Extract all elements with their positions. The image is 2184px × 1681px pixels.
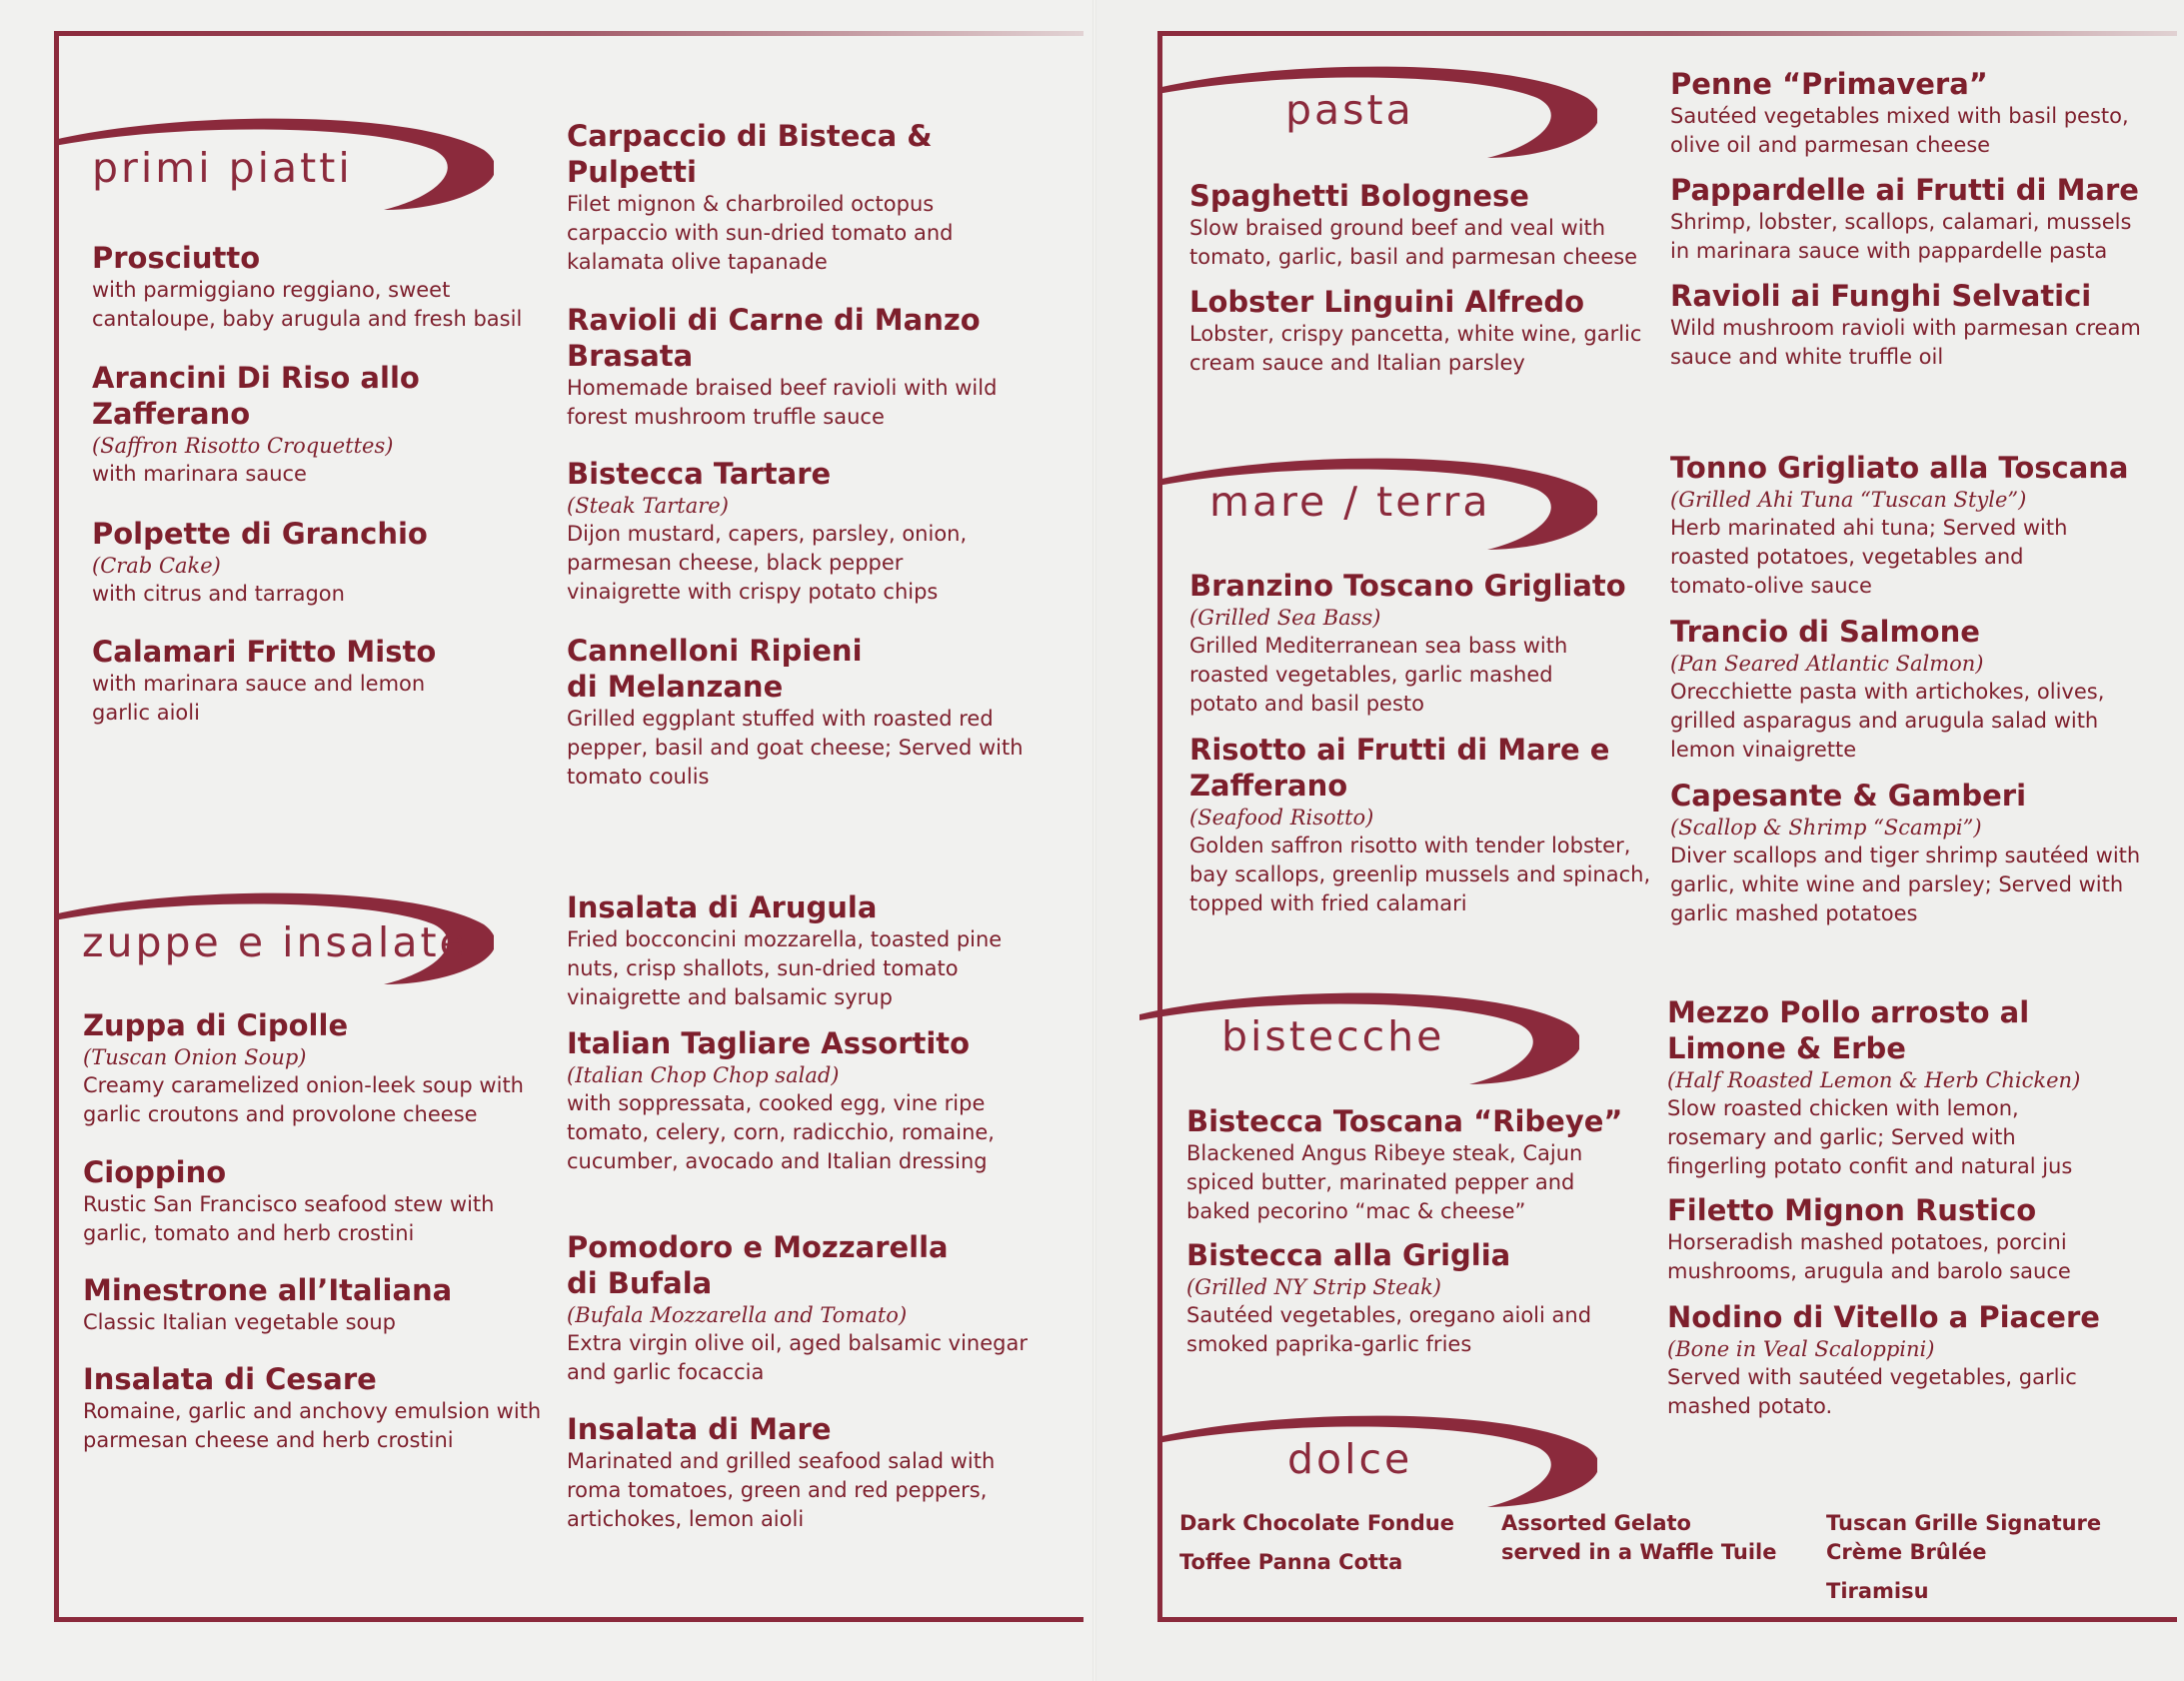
menu-item — [1670, 450, 2150, 601]
dessert-item: Dark Chocolate Fondue — [1179, 1511, 1454, 1535]
item-name: Capesante & Gamberi — [1670, 779, 2027, 813]
item-sub: (Steak Tartare) — [567, 494, 729, 518]
section-title: zuppe e insalate — [82, 918, 468, 966]
item-desc: Extra virgin olive oil, aged balsamic vinegar and garlic focaccia — [567, 1331, 1028, 1384]
menu-item — [83, 1154, 513, 1248]
item-name: Pomodoro e Mozzarella di Bufala — [567, 1230, 949, 1300]
dessert-item: Toffee Panna Cotta — [1179, 1550, 1403, 1574]
item-name: Cioppino — [83, 1155, 227, 1189]
item-desc: Fried bocconcini mozzarella, toasted pine nuts, crisp shallots, sun-dried tomato vinaigrette and balsamic syrup — [567, 927, 1003, 1009]
item-sub: (Pan Seared Atlantic Salmon) — [1670, 652, 1984, 676]
section-title: bistecche — [1221, 1012, 1445, 1060]
menu-item — [1189, 732, 1659, 918]
item-sub: (Saffron Risotto Croquettes) — [92, 434, 394, 458]
item-desc: with citrus and tarragon — [92, 582, 345, 606]
section-header-zuppe-insalate — [54, 884, 494, 994]
item-desc: Horseradish mashed potatoes, porcini mushrooms, arugula and barolo sauce — [1667, 1230, 2071, 1283]
item-desc: Shrimp, lobster, scallops, calamari, mussels in marinara sauce with pappardelle pasta — [1670, 210, 2132, 263]
item-desc: with soppressata, cooked egg, vine ripe tomato, celery, corn, radicchio, romaine, cucumber, avocado and Italian dressing — [567, 1091, 995, 1173]
item-sub: (Half Roasted Lemon & Herb Chicken) — [1667, 1068, 2081, 1092]
dessert-item: Crème Brûlée — [1826, 1540, 1987, 1564]
item-name: Minestrone all’Italiana — [83, 1273, 453, 1307]
menu-item — [567, 456, 1017, 607]
section-header-primi-piatti — [54, 110, 494, 220]
menu-item — [1670, 278, 2150, 372]
menu-item — [83, 1272, 543, 1337]
item-name: Trancio di Salmone — [1670, 615, 1980, 649]
item-sub: (Tuscan Onion Soup) — [83, 1045, 307, 1069]
item-desc: Slow roasted chicken with lemon, rosemary and garlic; Served with fingerling potato confit and natural jus — [1667, 1096, 2073, 1178]
item-desc: Golden saffron risotto with tender lobster, bay scallops, greenlip mussels and spinach, topped with fried calamari — [1189, 834, 1651, 915]
menu-item — [92, 360, 472, 489]
item-name: Lobster Linguini Alfredo — [1189, 285, 1585, 319]
item-desc: Slow braised ground beef and veal with tomato, garlic, basil and parmesan cheese — [1189, 216, 1638, 269]
item-name: Prosciutto — [92, 241, 261, 275]
menu-item — [1189, 178, 1659, 272]
item-desc: Romaine, garlic and anchovy emulsion with parmesan cheese and herb crostini — [83, 1399, 542, 1452]
item-desc: Wild mushroom ravioli with parmesan cream sauce and white truffle oil — [1670, 316, 2141, 369]
item-desc: with marinara sauce and lemon garlic aioli — [92, 672, 426, 725]
menu-item — [1667, 1299, 2147, 1421]
item-desc: Blackened Angus Ribeye steak, Cajun spiced butter, marinated pepper and baked pecorino “mac & cheese” — [1186, 1141, 1583, 1223]
menu-item — [1667, 1192, 2147, 1286]
menu-item — [567, 1229, 1037, 1387]
item-name: Penne “Primavera” — [1670, 67, 1988, 101]
item-sub: (Seafood Risotto) — [1189, 806, 1374, 830]
menu-item — [92, 240, 562, 334]
section-header-dolce — [1157, 1407, 1597, 1517]
item-name: Mezzo Pollo arrosto al Limone & Erbe — [1667, 995, 2030, 1065]
menu-item — [567, 633, 1027, 792]
menu-item — [567, 302, 1027, 432]
item-sub: (Bone in Veal Scaloppini) — [1667, 1337, 1935, 1361]
menu-item — [567, 1411, 1027, 1534]
item-name: Filetto Mignon Rustico — [1667, 1193, 2037, 1227]
menu-item — [1186, 1103, 1656, 1226]
item-name: Nodino di Vitello a Piacere — [1667, 1300, 2100, 1334]
item-desc: Sautéed vegetables mixed with basil pesto, olive oil and parmesan cheese — [1670, 104, 2129, 157]
section-header-pasta — [1157, 58, 1597, 168]
item-name: Bistecca Tartare — [567, 457, 832, 491]
menu-item — [1189, 568, 1659, 719]
item-name: Calamari Fritto Misto — [92, 635, 437, 669]
item-name: Bistecca alla Griglia — [1186, 1238, 1511, 1272]
item-name: Insalata di Mare — [567, 1412, 832, 1446]
item-sub: (Bufala Mozzarella and Tomato) — [567, 1303, 908, 1327]
item-name: Insalata di Arugula — [567, 890, 878, 924]
item-desc: Lobster, crispy pancetta, white wine, garlic cream sauce and Italian parsley — [1189, 322, 1642, 375]
menu-item — [1667, 994, 2147, 1181]
menu-item — [1670, 778, 2150, 928]
item-name: Branzino Toscano Grigliato — [1189, 569, 1626, 603]
item-desc: Orecchiette pasta with artichokes, olives, grilled asparagus and arugula salad with lemon vinaigrette — [1670, 680, 2105, 762]
item-name: Arancini Di Riso allo Zafferano — [92, 361, 420, 431]
item-desc: Classic Italian vegetable soup — [83, 1310, 397, 1334]
dessert-item: Assorted Gelato — [1501, 1511, 1691, 1535]
item-desc: with marinara sauce — [92, 462, 307, 486]
item-desc: Filet mignon & charbroiled octopus carpaccio with sun-dried tomato and kalamata olive tapanade — [567, 192, 954, 274]
item-name: Spaghetti Bolognese — [1189, 179, 1529, 213]
menu-item — [1186, 1237, 1656, 1359]
item-name: Insalata di Cesare — [83, 1362, 377, 1396]
menu-item — [567, 118, 1007, 277]
item-desc: Sautéed vegetables, oregano aioli and smoked paprika-garlic fries — [1186, 1303, 1592, 1356]
item-sub: (Italian Chop Chop salad) — [567, 1063, 840, 1087]
menu-item — [567, 1025, 1017, 1176]
item-name: Pappardelle ai Frutti di Mare — [1670, 173, 2139, 207]
item-desc: Marinated and grilled seafood salad with roma tomatoes, green and red peppers, artichokes, lemon aioli — [567, 1449, 996, 1531]
menu-item — [567, 889, 1027, 1012]
item-desc: Dijon mustard, capers, parsley, onion, parmesan cheese, black pepper vinaigrette with crispy potato chips — [567, 522, 968, 604]
menu-item — [92, 634, 462, 728]
item-name: Ravioli ai Funghi Selvatici — [1670, 279, 2092, 313]
section-title: primi piatti — [92, 144, 353, 192]
item-desc: Rustic San Francisco seafood stew with garlic, tomato and herb crostini — [83, 1192, 495, 1245]
item-desc: Creamy caramelized onion-leek soup with garlic croutons and provolone cheese — [83, 1073, 524, 1126]
menu-item — [83, 1361, 553, 1455]
section-title: mare / terra — [1209, 478, 1491, 526]
menu-item — [1189, 284, 1659, 378]
item-sub: (Grilled Sea Bass) — [1189, 606, 1381, 630]
item-sub: (Scallop & Shrimp “Scampi”) — [1670, 816, 1982, 840]
item-name: Risotto ai Frutti di Mare e Zafferano — [1189, 733, 1610, 803]
dessert-item: Tiramisu — [1826, 1579, 1929, 1603]
item-desc: with parmiggiano reggiano, sweet cantaloupe, baby arugula and fresh basil — [92, 278, 523, 331]
item-name: Ravioli di Carne di Manzo Brasata — [567, 303, 981, 373]
item-sub: (Crab Cake) — [92, 554, 221, 578]
section-header-bistecche — [1139, 984, 1579, 1094]
item-sub: (Grilled NY Strip Steak) — [1186, 1275, 1442, 1299]
item-name: Zuppa di Cipolle — [83, 1008, 349, 1042]
item-sub: (Grilled Ahi Tuna “Tuscan Style”) — [1670, 488, 2027, 512]
item-name: Cannelloni Ripieni di Melanzane — [567, 634, 863, 704]
item-name: Bistecca Toscana “Ribeye” — [1186, 1104, 1623, 1138]
menu-item — [1670, 66, 2150, 160]
dessert-item-note: served in a Waffle Tuile — [1501, 1540, 1777, 1564]
item-desc: Served with sautéed vegetables, garlic mashed potato. — [1667, 1365, 2077, 1418]
item-name: Tonno Grigliato alla Toscana — [1670, 451, 2129, 485]
item-desc: Diver scallops and tiger shrimp sautéed with garlic, white wine and parsley; Served with garlic mashed potatoes — [1670, 843, 2141, 925]
section-header-mare-terra — [1157, 450, 1597, 560]
item-desc: Grilled Mediterranean sea bass with roasted vegetables, garlic mashed potato and basil pesto — [1189, 634, 1568, 716]
item-desc: Herb marinated ahi tuna; Served with roasted potatoes, vegetables and tomato-olive sauce — [1670, 516, 2068, 598]
item-desc: Grilled eggplant stuffed with roasted red pepper, basil and goat cheese; Served with tomato coulis — [567, 707, 1024, 789]
section-title: dolce — [1287, 1435, 1413, 1483]
page-fold — [1092, 0, 1096, 1681]
menu-item — [1670, 172, 2150, 266]
item-desc: Homemade braised beef ravioli with wild forest mushroom truffle sauce — [567, 376, 998, 429]
menu-item — [92, 516, 562, 609]
menu-item — [1670, 614, 2150, 765]
section-title: pasta — [1285, 86, 1414, 134]
menu-item — [83, 1007, 543, 1129]
item-name: Polpette di Granchio — [92, 517, 428, 551]
item-name: Italian Tagliare Assortito — [567, 1026, 971, 1060]
item-name: Carpaccio di Bisteca & Pulpetti — [567, 119, 933, 189]
dessert-item: Tuscan Grille Signature — [1826, 1511, 2102, 1535]
